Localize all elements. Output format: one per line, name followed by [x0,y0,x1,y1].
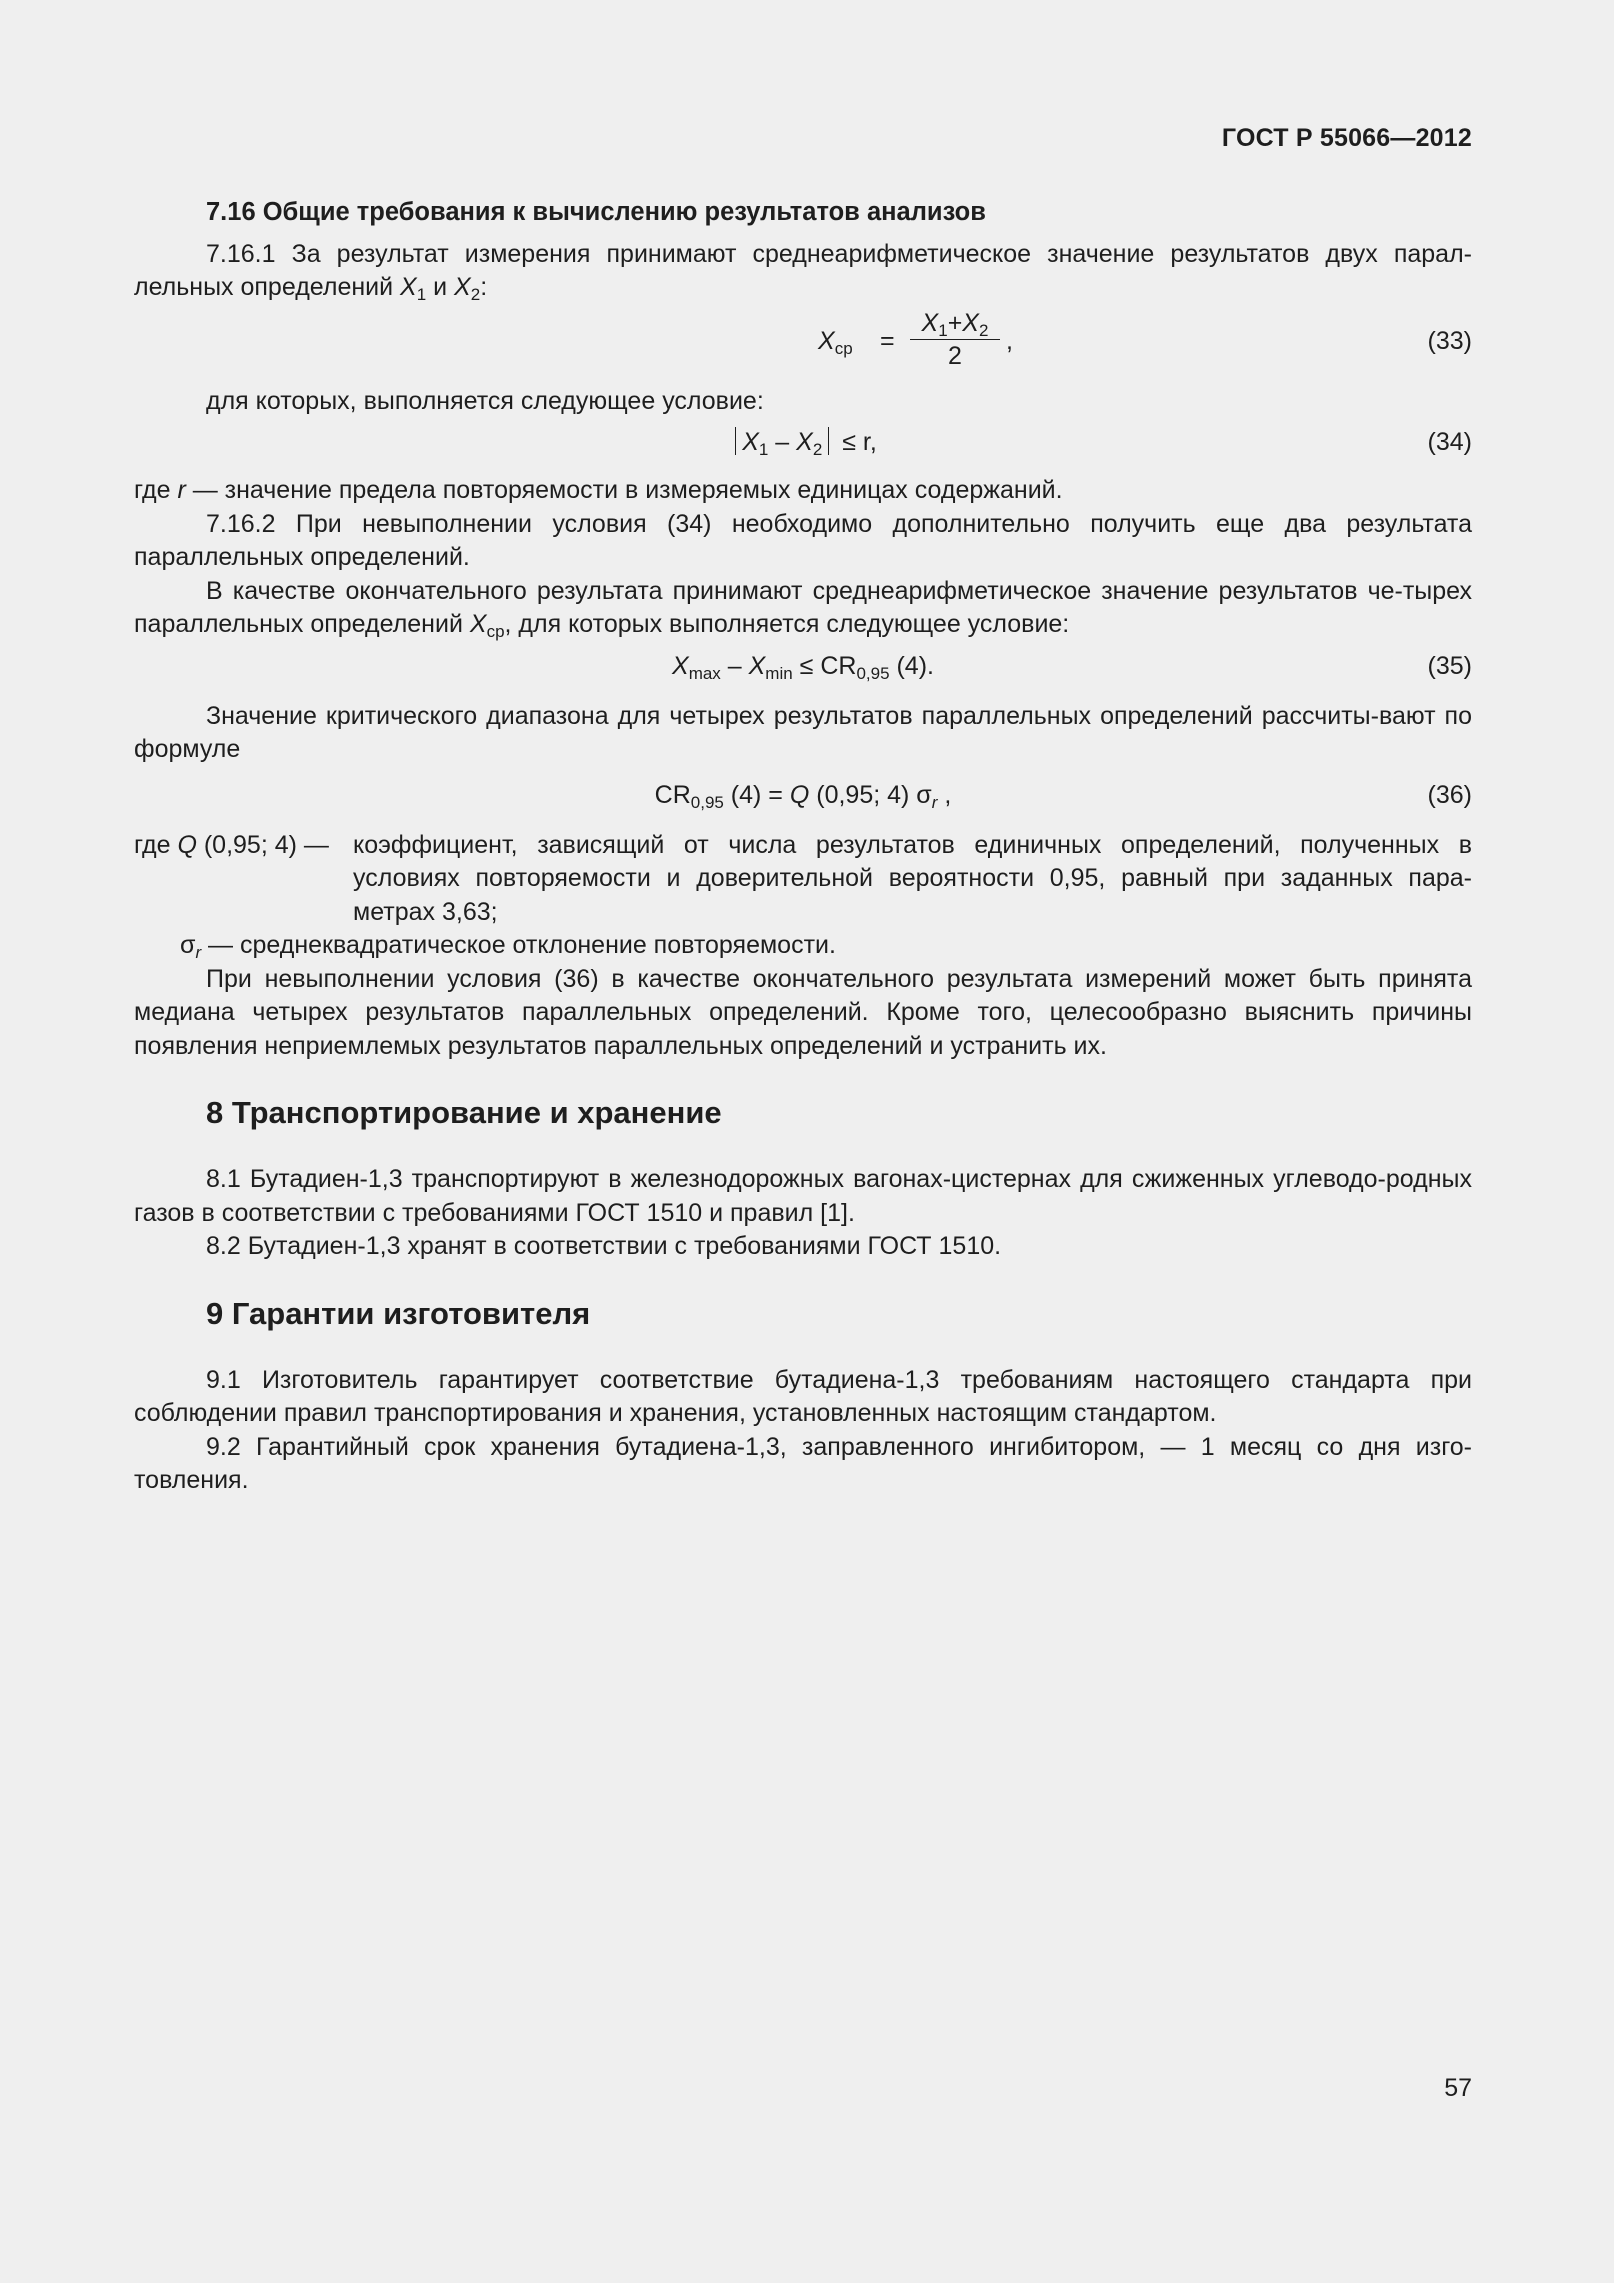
paragraph-8-2: 8.2 Бутадиен-1,3 хранят в соответствии с требованиями ГОСТ 1510. [206,1232,1002,1260]
paragraph-final-result: В качестве окончательного результата принимают среднеарифметическое значение результатов че-тырех параллельных определений $X_{ср}$, для которых выполняется следующее условие: [134,576,1472,641]
paragraph-8-1: 8.1 Бутадиен-1,3 транспортируют в железнодорожных вагонах-цистернах для сжиженных углеводо-родных газов в соответствии с требованиями ГОСТ 1510 и правил [1]. [134,1165,1472,1227]
equation-number-35: (35) [1427,651,1472,680]
paragraph-9-2: 9.2 Гарантийный срок хранения бутадиена-1,3, заправленного ингибитором, — 1 месяц со дня изго-товления. [134,1432,1472,1494]
where-definition-q: где Q (0,95; 4) — коэффициент, зависящий от числа результатов единичных определений, полученных в условиях повторяемости и доверительной вероятности 0,95, равный при заданных пара-метрах 3,63; [134,830,1472,926]
formula-34: $X_1 - X_2 \le r$, (34) [134,426,1472,460]
paragraph-7-16-2: 7.16.2 При невыполнении условия (34) необходимо дополнительно получить еще два результата параллельных определений. [134,509,1472,571]
page-number: 57 [1444,2074,1472,2102]
paragraph-critical-range: Значение критического диапазона для четырех результатов параллельных определений рассчиты-вают по формуле [134,701,1472,763]
paragraph-9-1: 9.1 Изготовитель гарантирует соответствие бутадиена-1,3 требованиям настоящего стандарта при соблюдении правил транспортирования и хранения, установленных настоящим стандартом. [134,1365,1472,1427]
document-id-header: ГОСТ Р 55066—2012 [1221,124,1472,152]
where-definition-sigma: $\sigma_r$ — среднеквадратическое отклонение повторяемости. [180,931,836,962]
formula-35: $X_{max} - X_{min} \le CR_{0,95}$ (4). (35) [672,651,1472,683]
formula-33: $X_{ср}$ = $\frac{X_1+X_2}{2}$ , (33) [818,308,1472,370]
paragraph-7-16-1: 7.16.1 За результат измерения принимают среднеарифметическое значение результатов двух парал-лельных определений $X_1$ и $X_2$: [134,239,1472,304]
fraction: $\frac{X_1+X_2}{2}$ [910,307,1000,372]
formula-36: $CR_{0,95}$ (4) = Q (0,95; 4) $\sigma_r$ , (36) [654,780,1472,812]
paragraph-where-r: где r — значение предела повторяемости в измеряемых единицах содержаний. [134,476,1063,504]
page-content [134,196,1472,1498]
paragraph-median: При невыполнении условия (36) в качестве окончательного результата измерений может быть принята медиана четырех результатов параллельных определений. Кроме того, целесообразно выяснить причины появления неприемлемых результатов параллельных определений и устранить их. [134,964,1472,1060]
equation-number-36: (36) [1427,780,1472,809]
section-7-16-heading: 7.16 Общие требования к вычислению результатов анализов [206,198,986,226]
equation-number-34: (34) [1427,428,1472,456]
section-8-heading: 8 Транспортирование и хранение [206,1095,722,1130]
equation-number-33: (33) [1427,326,1472,355]
paragraph-condition-intro: для которых, выполняется следующее условие: [206,386,764,415]
section-9-heading: 9 Гарантии изготовителя [206,1295,591,1331]
